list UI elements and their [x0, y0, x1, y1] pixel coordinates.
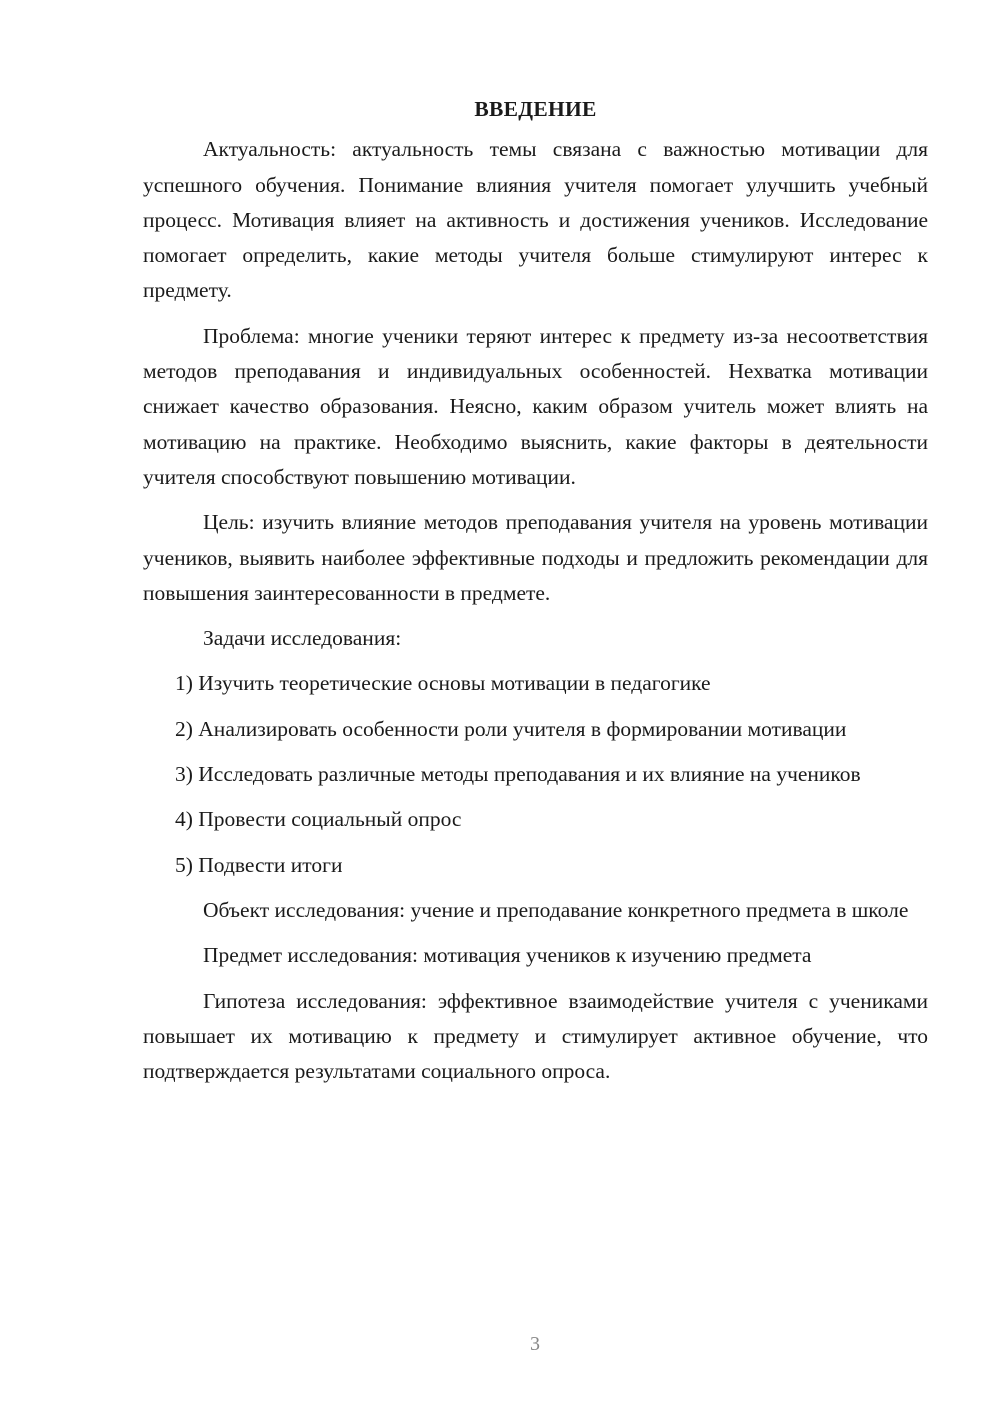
task-item-4: 4) Провести социальный опрос	[175, 807, 462, 832]
page-number: 3	[530, 1333, 540, 1355]
paragraph-goal: Цель: изучить влияние методов преподавания учителя на уровень мотивации учеников, выявить наиболее эффективные подходы и предложить рекомендации для повышения заинтересованности в предмете.	[143, 510, 928, 605]
page-content	[143, 92, 928, 1099]
paragraph-subject: Предмет исследования: мотивация учеников к изучению предмета	[203, 943, 812, 968]
task-item-2: 2) Анализировать особенности роли учителя в формировании мотивации	[175, 716, 847, 741]
paragraph-problem: Проблема: многие ученики теряют интерес к предмету из-за несоответствия методов преподавания и индивидуальных особенностей. Нехватка мотивации снижает качество образования. Неясно, каким образом учитель может влиять на мотивацию на практике. Необходимо выяснить, какие факторы в деятельности учителя способствуют повышению мотивации.	[143, 323, 928, 489]
paragraph-relevance: Актуальность: актуальность темы связана с важностью мотивации для успешного обучения. Понимание влияния учителя помогает улучшить учебный процесс. Мотивация влияет на активность и достижения учеников. Исследование помогает определить, какие методы учителя больше стимулируют интерес к предмету.	[143, 137, 928, 303]
paragraph-hypothesis: Гипотеза исследования: эффективное взаимодействие учителя с учениками повышает их мотивацию к предмету и стимулирует активное обучение, что подтверждается результатами социального опроса.	[143, 988, 928, 1084]
paragraph-object: Объект исследования: учение и преподавание конкретного предмета в школе	[203, 897, 909, 922]
task-item-5: 5) Подвести итоги	[175, 852, 343, 877]
paragraph-tasks-heading: Задачи исследования:	[203, 626, 402, 651]
task-item-3: 3) Исследовать различные методы преподавания и их влияние на учеников	[175, 762, 861, 787]
section-title: ВВЕДЕНИЕ	[474, 97, 597, 121]
task-item-1: 1) Изучить теоретические основы мотивации в педагогике	[175, 671, 711, 696]
